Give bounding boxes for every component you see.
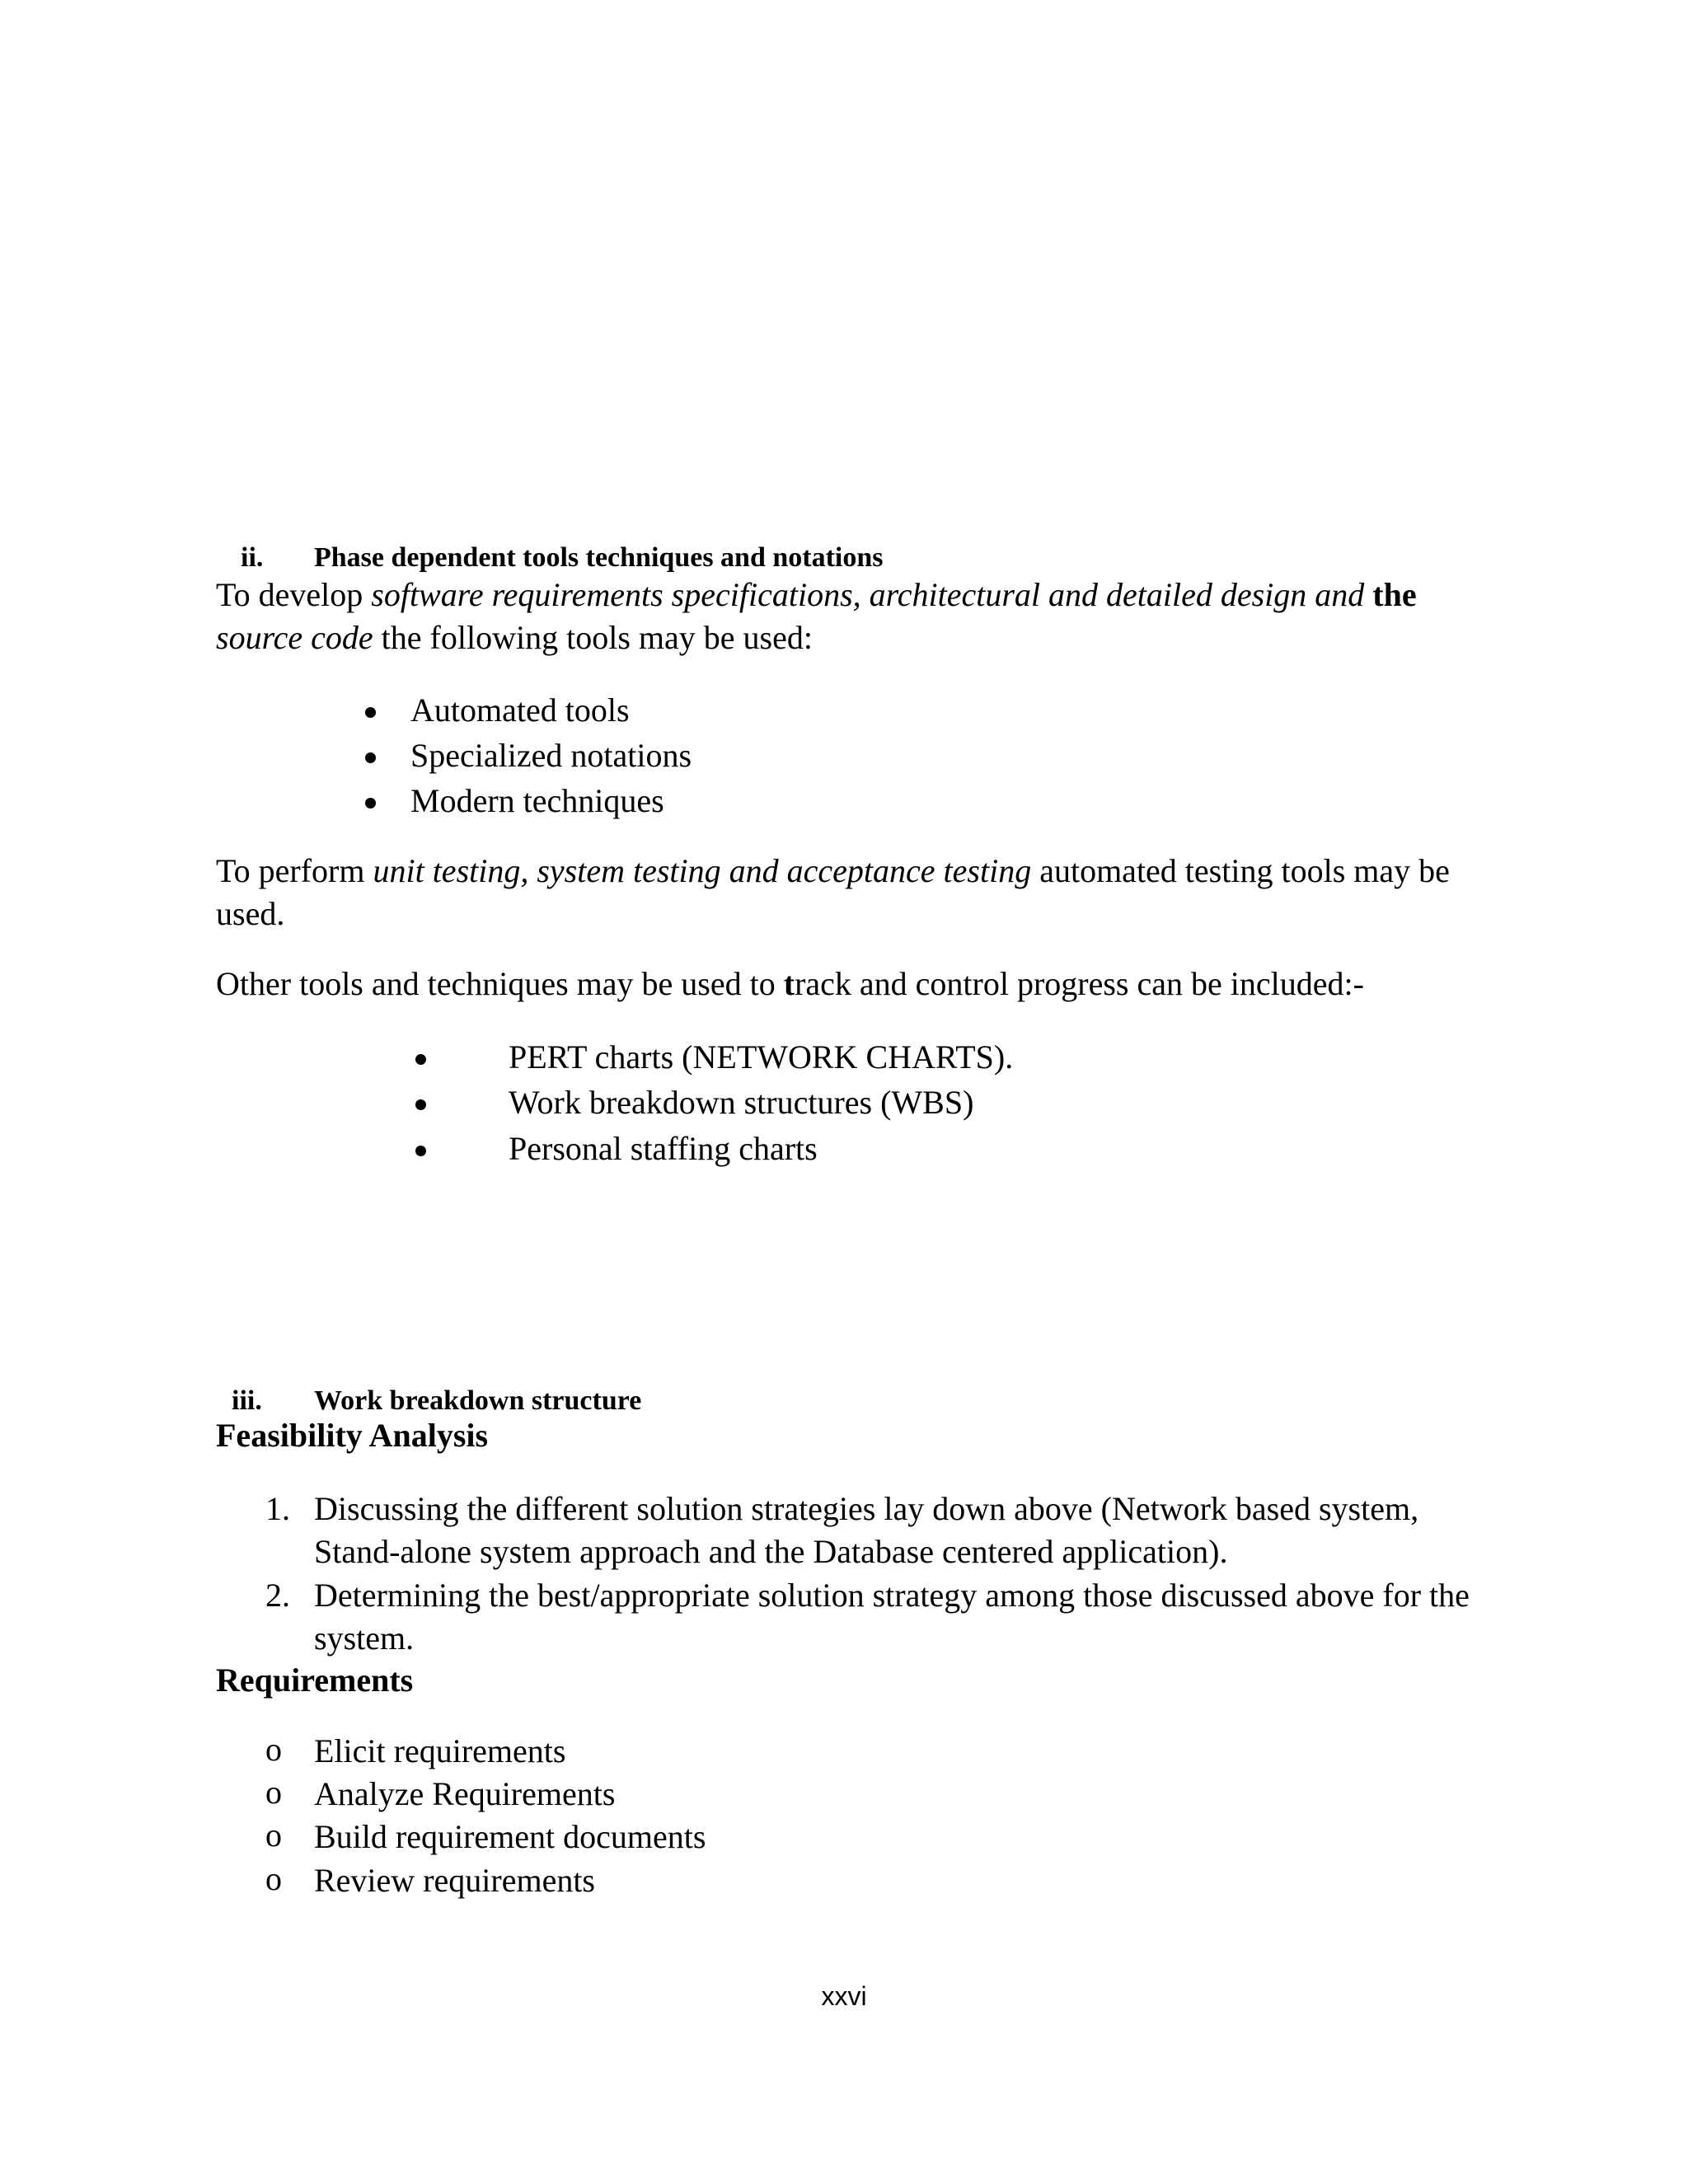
list-item: Specialized notations: [410, 737, 692, 774]
section-ii-numeral: ii.: [241, 542, 264, 573]
section-iii-title: Work breakdown structure: [314, 1385, 642, 1416]
list-item: Personal staffing charts: [509, 1130, 818, 1167]
list-item-number: 1.: [265, 1490, 290, 1527]
list-item: Discussing the different solution strategies lay down above (Network based system,: [314, 1490, 1419, 1527]
other-text-3: rack and control progress can be included:-: [795, 965, 1364, 1002]
list-item: Build requirement documents: [314, 1818, 706, 1855]
testing-text-1: To perform: [216, 852, 373, 889]
bullet-icon: [365, 707, 376, 718]
intro-text-5: source code: [216, 619, 373, 656]
page-number: xxvi: [821, 1981, 867, 2011]
intro-paragraph-line-2: [216, 616, 813, 659]
bullet-icon: [415, 1146, 426, 1156]
list-item-number: 2.: [265, 1577, 290, 1614]
other-tools-paragraph: [216, 963, 1364, 1005]
intro-text-2: software requirements specifications, architectural and detailed design and: [371, 576, 1365, 613]
list-item: Elicit requirements: [314, 1732, 566, 1769]
intro-text-3: [1364, 576, 1372, 613]
requirements-heading: Requirements: [216, 1661, 414, 1699]
list-item-continuation: system.: [314, 1619, 415, 1657]
testing-text-3: automated testing tools may be: [1031, 852, 1450, 889]
circle-bullet-icon: o: [265, 1774, 282, 1811]
list-item: Review requirements: [314, 1862, 595, 1899]
list-item: Work breakdown structures (WBS): [509, 1084, 974, 1121]
bullet-icon: [415, 1054, 426, 1065]
list-item: Analyze Requirements: [314, 1775, 616, 1812]
intro-paragraph-line-1: [216, 574, 1417, 616]
intro-text-1: To develop: [216, 576, 372, 613]
list-item: PERT charts (NETWORK CHARTS).: [509, 1038, 1014, 1076]
section-ii-title: Phase dependent tools techniques and notations: [314, 542, 884, 573]
testing-text-2: unit testing, system testing and acceptance testing: [373, 852, 1032, 889]
other-text-1: Other tools and techniques may be used to: [216, 965, 784, 1002]
circle-bullet-icon: o: [265, 1860, 282, 1897]
intro-text-4: the: [1372, 576, 1417, 613]
list-item: Determining the best/appropriate solution strategy among those discussed above for the: [314, 1577, 1470, 1614]
section-iii-numeral: iii.: [232, 1385, 262, 1416]
circle-bullet-icon: o: [265, 1731, 282, 1768]
circle-bullet-icon: o: [265, 1816, 282, 1854]
bullet-icon: [415, 1099, 426, 1110]
feasibility-heading: Feasibility Analysis: [216, 1417, 489, 1454]
list-item: Automated tools: [410, 691, 630, 729]
list-item-continuation: Stand-alone system approach and the Database centered application).: [314, 1533, 1228, 1570]
list-item: Modern techniques: [410, 782, 664, 819]
bullet-icon: [365, 752, 376, 763]
testing-paragraph-line-1: [216, 850, 1450, 893]
intro-text-6: the following tools may be used:: [373, 619, 813, 656]
bullet-icon: [365, 798, 376, 808]
other-text-2: t: [783, 965, 795, 1002]
testing-paragraph-line-2: used.: [216, 895, 285, 932]
